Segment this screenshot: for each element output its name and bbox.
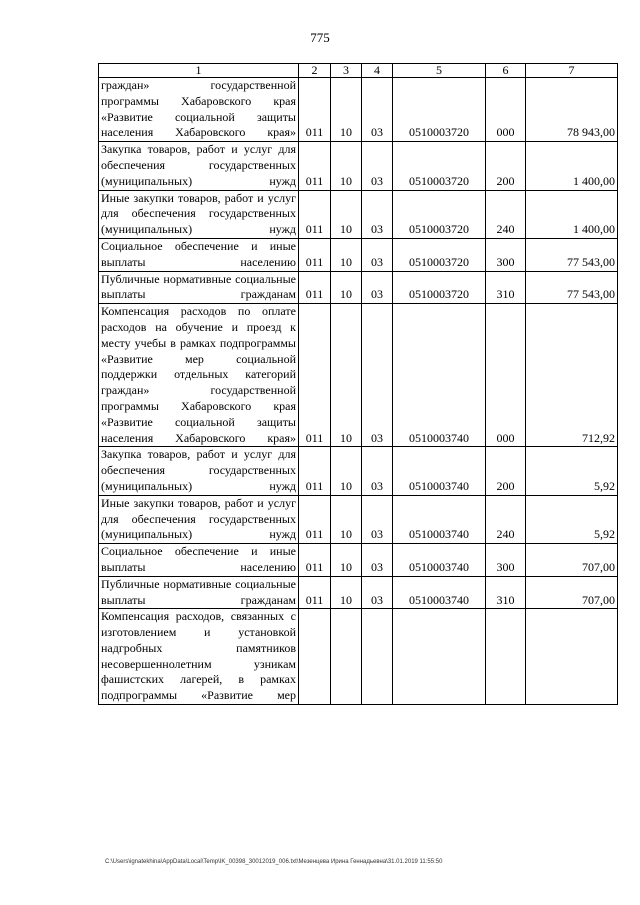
- expense-type-code: 240: [486, 495, 526, 543]
- table-row: [99, 495, 618, 543]
- expense-type-code: 200: [486, 447, 526, 495]
- row-description: Закупка товаров, работ и услуг для обеспечения государственных (муниципальных) нужд: [99, 447, 299, 495]
- amount: 712,92: [526, 304, 618, 447]
- table-row: [99, 78, 618, 142]
- target-article-code: 0510003720: [393, 271, 486, 304]
- ministry-code: 011: [299, 576, 331, 609]
- amount: 77 543,00: [526, 238, 618, 271]
- section-code: 10: [331, 271, 362, 304]
- expense-type-code: 300: [486, 544, 526, 577]
- table-row: [99, 576, 618, 609]
- amount: 78 943,00: [526, 78, 618, 142]
- row-description: Закупка товаров, работ и услуг для обеспечения государственных (муниципальных) нужд: [99, 142, 299, 190]
- row-description: Социальное обеспечение и иные выплаты населению: [99, 544, 299, 577]
- target-article-code: 0510003720: [393, 142, 486, 190]
- subsection-code: [362, 609, 393, 705]
- column-header: 7: [526, 64, 618, 78]
- column-header: 5: [393, 64, 486, 78]
- table-header-row: [99, 64, 618, 78]
- table-row: [99, 609, 618, 705]
- table-row: [99, 447, 618, 495]
- subsection-code: 03: [362, 447, 393, 495]
- budget-table: [98, 63, 618, 705]
- expense-type-code: 300: [486, 238, 526, 271]
- subsection-code: 03: [362, 271, 393, 304]
- table-row: [99, 271, 618, 304]
- ministry-code: 011: [299, 78, 331, 142]
- amount: 1 400,00: [526, 142, 618, 190]
- ministry-code: 011: [299, 190, 331, 238]
- section-code: [331, 609, 362, 705]
- ministry-code: 011: [299, 142, 331, 190]
- subsection-code: 03: [362, 78, 393, 142]
- target-article-code: 0510003740: [393, 495, 486, 543]
- section-code: 10: [331, 304, 362, 447]
- row-description: Публичные нормативные социальные выплаты гражданам: [99, 271, 299, 304]
- subsection-code: 03: [362, 190, 393, 238]
- footer-file-path: C:\Users\ignatekhina\AppData\Local\Temp\IK_00398_30012019_006.txt\Мезенцева Ирина Геннадьевна\31.01.2019 11:55:50: [105, 859, 443, 865]
- ministry-code: 011: [299, 304, 331, 447]
- expense-type-code: 310: [486, 576, 526, 609]
- target-article-code: 0510003740: [393, 576, 486, 609]
- expense-type-code: 000: [486, 78, 526, 142]
- row-description: Компенсация расходов, связанных с изготовлением и установкой надгробных памятников несовершеннолетним узникам фашистских лагерей, в рамках подпрограммы «Развитие мер: [99, 609, 299, 705]
- row-description: Публичные нормативные социальные выплаты гражданам: [99, 576, 299, 609]
- subsection-code: 03: [362, 576, 393, 609]
- expense-type-code: 200: [486, 142, 526, 190]
- expense-type-code: 000: [486, 304, 526, 447]
- subsection-code: 03: [362, 238, 393, 271]
- section-code: 10: [331, 142, 362, 190]
- table-row: [99, 544, 618, 577]
- ministry-code: 011: [299, 238, 331, 271]
- target-article-code: 0510003740: [393, 447, 486, 495]
- ministry-code: 011: [299, 544, 331, 577]
- ministry-code: [299, 609, 331, 705]
- ministry-code: 011: [299, 495, 331, 543]
- subsection-code: 03: [362, 304, 393, 447]
- table-row: [99, 238, 618, 271]
- target-article-code: 0510003740: [393, 304, 486, 447]
- subsection-code: 03: [362, 142, 393, 190]
- column-header: 2: [299, 64, 331, 78]
- row-description: Иные закупки товаров, работ и услуг для обеспечения государственных (муниципальных) нужд: [99, 190, 299, 238]
- row-description: Социальное обеспечение и иные выплаты населению: [99, 238, 299, 271]
- amount: 77 543,00: [526, 271, 618, 304]
- section-code: 10: [331, 78, 362, 142]
- section-code: 10: [331, 447, 362, 495]
- ministry-code: 011: [299, 271, 331, 304]
- amount: [526, 609, 618, 705]
- page-number: 775: [310, 30, 330, 45]
- target-article-code: 0510003720: [393, 78, 486, 142]
- column-header: 1: [99, 64, 299, 78]
- target-article-code: 0510003740: [393, 544, 486, 577]
- row-description: Компенсация расходов по оплате расходов на обучение и проезд к месту учебы в рамках подпрограммы «Развитие мер социальной поддержки отдельных категорий граждан» государственной программы Хабаровского края «Развитие социальной защиты населения Хабаровского края»: [99, 304, 299, 447]
- row-description: Иные закупки товаров, работ и услуг для обеспечения государственных (муниципальных) нужд: [99, 495, 299, 543]
- section-code: 10: [331, 495, 362, 543]
- row-description: граждан» государственной программы Хабаровского края «Развитие социальной защиты населения Хабаровского края»: [99, 78, 299, 142]
- expense-type-code: 240: [486, 190, 526, 238]
- amount: 707,00: [526, 576, 618, 609]
- expense-type-code: 310: [486, 271, 526, 304]
- amount: 707,00: [526, 544, 618, 577]
- subsection-code: 03: [362, 544, 393, 577]
- section-code: 10: [331, 238, 362, 271]
- column-header: 3: [331, 64, 362, 78]
- section-code: 10: [331, 190, 362, 238]
- target-article-code: 0510003720: [393, 238, 486, 271]
- ministry-code: 011: [299, 447, 331, 495]
- amount: 5,92: [526, 447, 618, 495]
- amount: 5,92: [526, 495, 618, 543]
- column-header: 4: [362, 64, 393, 78]
- expense-type-code: [486, 609, 526, 705]
- table-row: [99, 304, 618, 447]
- section-code: 10: [331, 544, 362, 577]
- section-code: 10: [331, 576, 362, 609]
- target-article-code: [393, 609, 486, 705]
- table-row: [99, 142, 618, 190]
- target-article-code: 0510003720: [393, 190, 486, 238]
- column-header: 6: [486, 64, 526, 78]
- subsection-code: 03: [362, 495, 393, 543]
- amount: 1 400,00: [526, 190, 618, 238]
- table-row: [99, 190, 618, 238]
